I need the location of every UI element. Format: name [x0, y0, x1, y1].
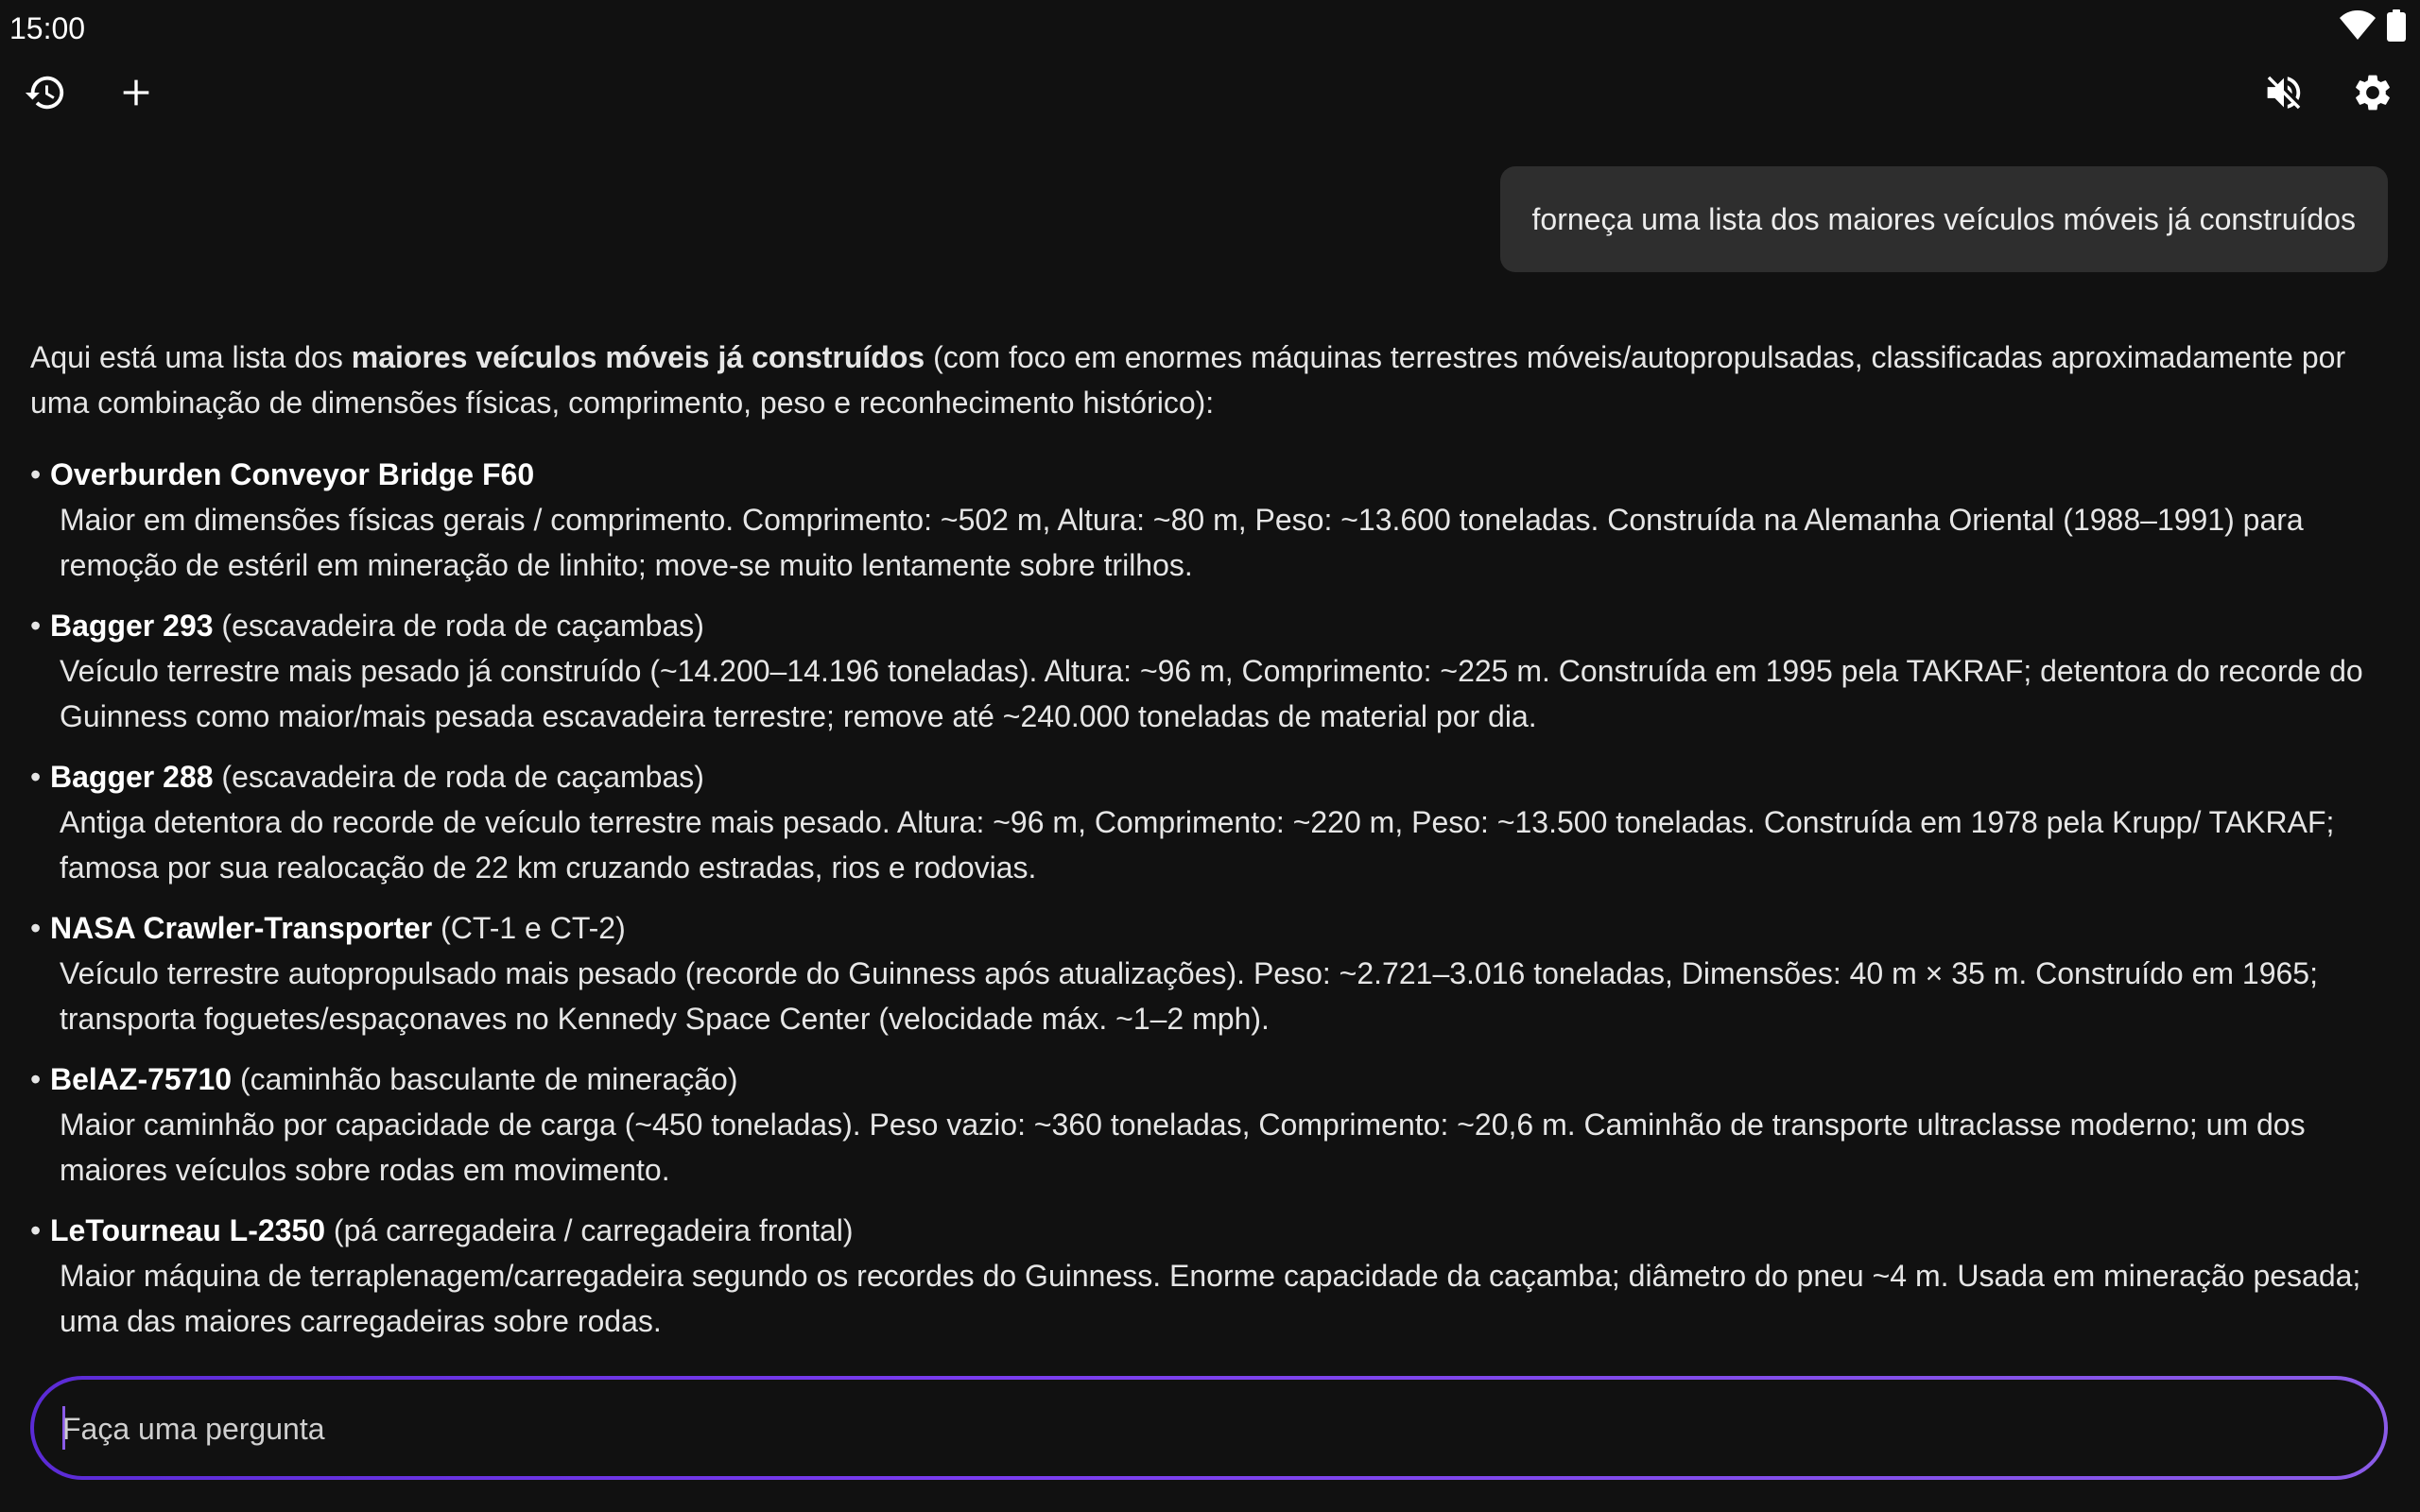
battery-icon — [2386, 9, 2407, 46]
item-qualifier: (escavadeira de roda de caçambas) — [213, 609, 704, 643]
response-intro: Aqui está uma lista dos maiores veículos móveis já construídos (com foco em enormes máquinas terrestres móveis/autopropulsadas, classificadas aproximadamente por uma combinação de dimensões físicas, comprimento, peso e reconhecimento histórico): — [30, 340, 2346, 420]
list-item — [30, 603, 2384, 739]
bullet: • — [30, 457, 42, 491]
bullet: • — [30, 609, 42, 643]
item-description: Antiga detentora do recorde de veículo terrestre mais pesado. Altura: ~96 m, Comprimento: ~220 m, Peso: ~13.500 toneladas. Construída em 1978 pela Krupp/ TAKRAF; famosa por sua realocação de 22 km cruzando estradas, rios e rodovias. — [60, 805, 2335, 885]
list-item — [30, 754, 2384, 890]
status-icons — [2339, 9, 2407, 46]
item-qualifier: (CT-1 e CT-2) — [432, 911, 626, 945]
item-name: BelAZ-75710 — [50, 1062, 233, 1096]
item-qualifier: (caminhão basculante de mineração) — [232, 1062, 738, 1096]
item-name: NASA Crawler-Transporter — [50, 911, 433, 945]
item-qualifier: (pá carregadeira / carregadeira frontal) — [325, 1213, 854, 1247]
wifi-icon — [2339, 9, 2377, 46]
status-bar — [0, 0, 2420, 57]
item-description: Veículo terrestre autopropulsado mais pesado (recorde do Guinness após atualizações). Peso: ~2.721–3.016 toneladas, Dimensões: 40 m × 35 m. Construído em 1965; transporta foguetes/espaçonaves no Kennedy Space Center (velocidade máx. ~1–2 mph). — [60, 956, 2318, 1036]
history-button[interactable] — [11, 60, 79, 129]
bullet: • — [30, 1062, 42, 1096]
assistant-response — [30, 335, 2384, 1359]
volume-off-icon — [2262, 71, 2306, 119]
list-item — [30, 1208, 2384, 1344]
item-description: Maior máquina de terraplenagem/carregadeira segundo os recordes do Guinness. Enorme capacidade da caçamba; diâmetro do pneu ~4 m. Usada em mineração pesada; uma das maiores carregadeiras sobre rodas. — [60, 1259, 2361, 1338]
new-chat-button[interactable] — [102, 60, 170, 129]
question-input[interactable] — [60, 1380, 2333, 1478]
status-time: 15:00 — [9, 11, 86, 45]
item-description: Maior em dimensões físicas gerais / comprimento. Comprimento: ~502 m, Altura: ~80 m, Peso: ~13.600 toneladas. Construída na Alemanha Oriental (1988–1991) para remoção de estéril em mineração de linhito; move-se muito lentamente sobre trilhos. — [60, 503, 2304, 582]
item-qualifier: (escavadeira de roda de caçambas) — [213, 760, 704, 794]
item-description: Maior caminhão por capacidade de carga (~450 toneladas). Peso vazio: ~360 toneladas, Comprimento: ~20,6 m. Caminhão de transporte ultraclasse moderno; um dos maiores veículos sobre rodas em movimento. — [60, 1108, 2306, 1187]
history-icon — [24, 71, 67, 119]
question-input-container[interactable] — [30, 1376, 2388, 1480]
item-name: Overburden Conveyor Bridge F60 — [50, 457, 535, 491]
item-description: Veículo terrestre mais pesado já construído (~14.200–14.196 toneladas). Altura: ~96 m, Comprimento: ~225 m. Construída em 1995 pela TAKRAF; detentora do recorde do Guinness como maior/mais pesada escavadeira terrestre; remove até ~240.000 toneladas de material por dia. — [60, 654, 2363, 733]
bullet: • — [30, 1213, 42, 1247]
item-name: Bagger 293 — [50, 609, 214, 643]
item-name: Bagger 288 — [50, 760, 214, 794]
list-item — [30, 1057, 2384, 1193]
plus-icon — [117, 74, 155, 116]
list-item — [30, 905, 2384, 1041]
gear-icon — [2351, 71, 2394, 119]
item-name: LeTourneau L-2350 — [50, 1213, 326, 1247]
mute-button[interactable] — [2250, 60, 2318, 129]
user-message-bubble — [1500, 166, 2389, 272]
settings-button[interactable] — [2339, 60, 2407, 129]
user-message-text: forneça uma lista dos maiores veículos móveis já construídos — [1531, 201, 2356, 236]
bullet: • — [30, 760, 42, 794]
bullet: • — [30, 911, 42, 945]
list-item — [30, 452, 2384, 588]
